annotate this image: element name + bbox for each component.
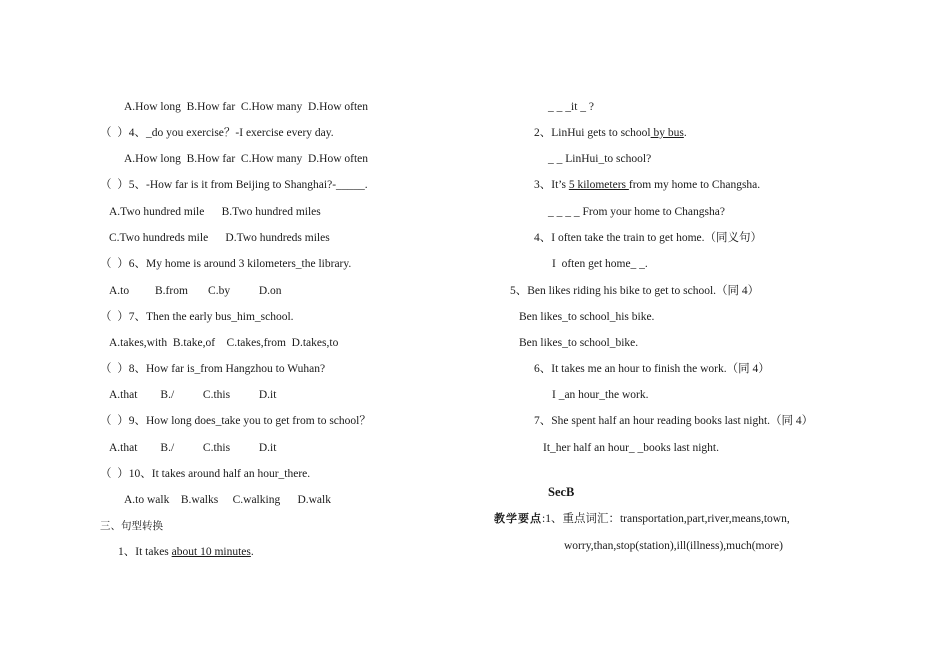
transform-q3-answer: _ _ _ _ From your home to Changsha?	[548, 206, 725, 218]
q5-options-cd: C.Two hundreds mile D.Two hundreds miles	[109, 232, 330, 244]
q3-options: A.How long B.How far C.How many D.How often	[124, 101, 369, 113]
key-points	[494, 512, 790, 526]
transform-q4-answer: I often get home_ _.	[552, 258, 648, 270]
q6-options: A.to B.from C.by D.on	[109, 285, 282, 297]
transform-q5-answer-1: Ben likes_to school_his bike.	[519, 311, 655, 323]
q7-options: A.takes,with B.take,of C.takes,from D.takes,to	[109, 337, 339, 349]
section-heading-transform: 三、句型转换	[100, 520, 163, 532]
q10-options: A.to walk B.walks C.walking D.walk	[124, 494, 331, 506]
section-title-secb: SecB	[548, 485, 575, 499]
transform-q1	[118, 545, 254, 559]
q10-question: （ ）10、It takes around half an hour_there.	[100, 468, 311, 480]
q5-question: （ ）5、-How far is it from Beijing to Shanghai?-_____.	[100, 179, 368, 191]
transform-q1-answer: _ _ _it _ ?	[548, 101, 594, 113]
transform-q7: 7、She spent half an hour reading books last night.（同 4）	[534, 415, 814, 427]
key-points-label: 教学要点	[494, 512, 542, 525]
transform-q4: 4、I often take the train to get home.（同义句）	[534, 232, 763, 244]
q9-question: （ ）9、How long does_take you to get from to school？	[100, 415, 371, 427]
q4-question: （ ）4、_do you exercise？-I exercise every day.	[100, 127, 334, 139]
transform-q6-answer: I _an hour_the work.	[552, 389, 649, 401]
transform-q3-underlined: 5 kilometers	[568, 179, 629, 191]
transform-q3	[534, 178, 760, 192]
transform-q2-text: 2、LinHui gets to school	[534, 127, 651, 139]
key-points-text-2: worry,than,stop(station),ill(illness),much(more)	[564, 540, 783, 552]
transform-q3-end: from my home to Changsha.	[628, 179, 761, 191]
transform-q6: 6、It takes me an hour to finish the work.（同 4）	[534, 363, 770, 375]
transform-q1-underlined: about 10 minutes	[171, 546, 251, 558]
transform-q5-answer-2: Ben likes_to school_bike.	[519, 337, 639, 349]
q6-question: （ ）6、My home is around 3 kilometers_the library.	[100, 258, 352, 270]
transform-q3-text: 3、It’s	[534, 179, 569, 191]
q4-options: A.How long B.How far C.How many D.How often	[124, 153, 369, 165]
key-points-text: :1、重点词汇：transportation,part,river,means,town,	[542, 513, 790, 525]
q8-options: A.that B./ C.this D.it	[109, 389, 277, 401]
q5-options-ab: A.Two hundred mile B.Two hundred miles	[109, 206, 321, 218]
q8-question: （ ）8、How far is_from Hangzhou to Wuhan?	[100, 363, 326, 375]
transform-q2-underlined: by bus	[650, 127, 684, 139]
transform-q5: 5、Ben likes riding his bike to get to school.（同 4）	[510, 285, 760, 297]
transform-q2-end: .	[683, 127, 687, 139]
transform-q1-end: .	[250, 546, 254, 558]
transform-q2	[534, 126, 687, 140]
q7-question: （ ）7、Then the early bus_him_school.	[100, 311, 294, 323]
transform-q2-answer: _ _ LinHui_to school?	[548, 153, 652, 165]
transform-q1-text: 1、It takes	[118, 546, 172, 558]
transform-q7-answer: It_her half an hour_ _books last night.	[543, 442, 719, 454]
q9-options: A.that B./ C.this D.it	[109, 442, 277, 454]
